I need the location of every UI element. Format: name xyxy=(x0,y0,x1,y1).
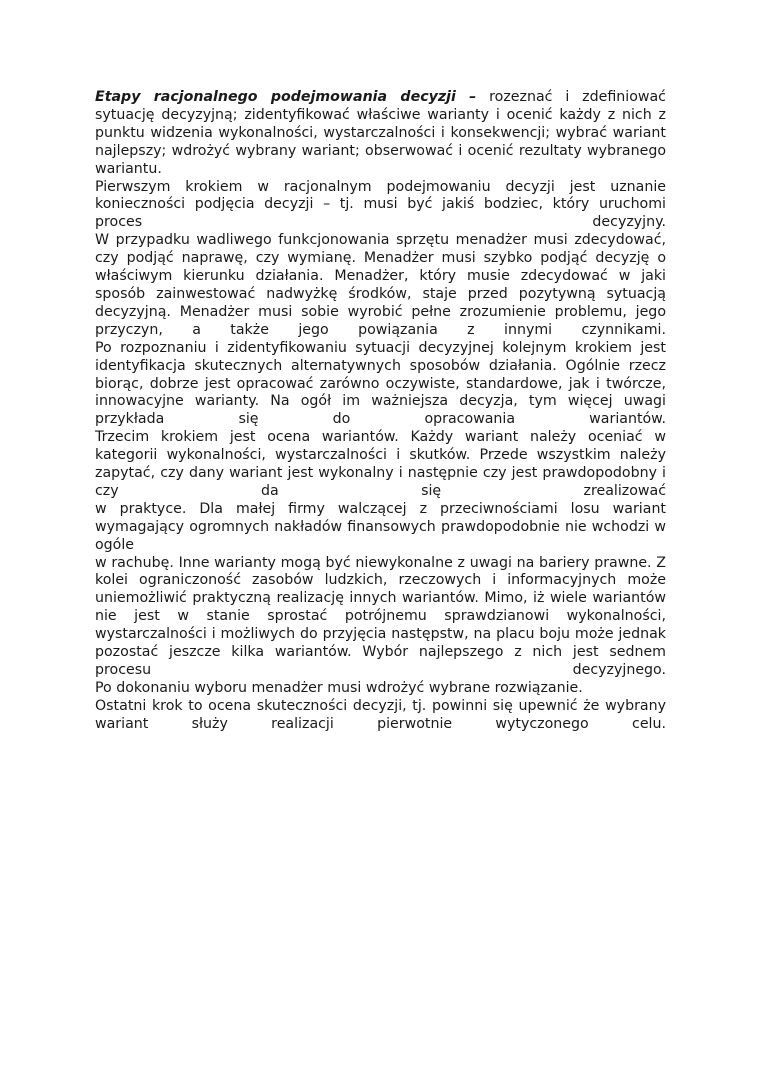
section-heading: Etapy racjonalnego podejmowania decyzji – xyxy=(95,89,477,105)
final-step-text: Ostatni krok to ocena skuteczności decyzji, tj. powinni się upewnić że wybrany wariant służy realizacji pierwotnie wytyczonego celu. xyxy=(95,697,666,732)
first-step-text: Pierwszym krokiem w racjonalnym podejmowaniu decyzji jest uznanie konieczności podjęcia decyzji – tj. musi być jakiś bodziec, który uruchomi proces decyzyjny. xyxy=(95,178,666,231)
implementation-text: Po dokonaniu wyboru menadżer musi wdrożyć wybrane rozwiązanie. xyxy=(95,679,583,696)
paragraph-intro xyxy=(95,89,666,179)
paragraph-first-step xyxy=(95,179,666,233)
paragraph-evaluation-middle xyxy=(95,501,666,555)
paragraph-malfunction xyxy=(95,232,666,339)
paragraph-final-step xyxy=(95,698,666,734)
alternatives-text: Po rozpoznaniu i zidentyfikowaniu sytuacji decyzyjnej kolejnym krokiem jest identyfikacja skutecznych alternatywnych sposobów działania. Ogólnie rzecz biorąc, dobrze jest opracować zarówno oczywiste, standardowe, jak i twórcze, innowacyjne warianty. Na ogół im ważniejsza decyzja, tym więcej uwagi przykłada się do opracowania wariantów. xyxy=(95,339,666,428)
evaluation-tail-text: w rachubę. Inne warianty mogą być niewykonalne z uwagi na bariery prawne. Z kolei ograniczoność zasobów ludzkich, rzeczowych i informacyjnych może uniemożliwić praktyczną realizację innych wariantów. Mimo, iż wiele wariantów nie jest w stanie sprostać potrójnemu sprawdzianowi wykonalności, wystarczalności i możliwych do przyjęcia następstw, na placu boju może jednak pozostać jeszcze kilka wariantów. Wybór najlepszego z nich jest sednem procesu decyzyjnego. xyxy=(95,554,666,678)
paragraph-alternatives xyxy=(95,340,666,430)
intro-text: rozeznać i zdefiniować sytuację decyzyjną; zidentyfikować właściwe warianty i ocenić każdy z nich z punktu widzenia wykonalności, wystarczalności i konsekwencji; wybrać wariant najlepszy; wdrożyć wybrany wariant; obserwować i ocenić rezultaty wybranego wariantu. xyxy=(95,89,666,177)
malfunction-text: W przypadku wadliwego funkcjonowania sprzętu menadżer musi zdecydować, czy podjąć naprawę, czy wymianę. Menadżer musi szybko podjąć decyzję o właściwym kierunku działania. Menadżer, który musie zdecydować w jaki sposób zainwestować nadwyżkę środków, staje przed pozytywną sytuacją decyzyjną. Menadżer musi sobie wyrobić pełne zrozumienie problemu, jego przyczyn, a także jego powiązania z innymi czynnikami. xyxy=(95,232,666,338)
paragraph-implementation xyxy=(95,680,666,698)
paragraph-evaluation-tail xyxy=(95,555,666,680)
evaluation-lead-text: Trzecim krokiem jest ocena wariantów. Każdy wariant należy oceniać w kategorii wykonalności, wystarczalności i skutków. Przede wszystkim należy zapytać, czy dany wariant jest wykonalny i następnie czy jest prawdopodobny i czy da się zrealizować xyxy=(95,429,666,499)
evaluation-middle-text: w praktyce. Dla małej firmy walczącej z przeciwnościami losu wariant wymagający ogromnych nakładów finansowych prawdopodobnie nie wchodzi w ogóle xyxy=(95,500,666,553)
paragraph-evaluation-lead xyxy=(95,429,666,501)
document-page xyxy=(95,89,666,734)
